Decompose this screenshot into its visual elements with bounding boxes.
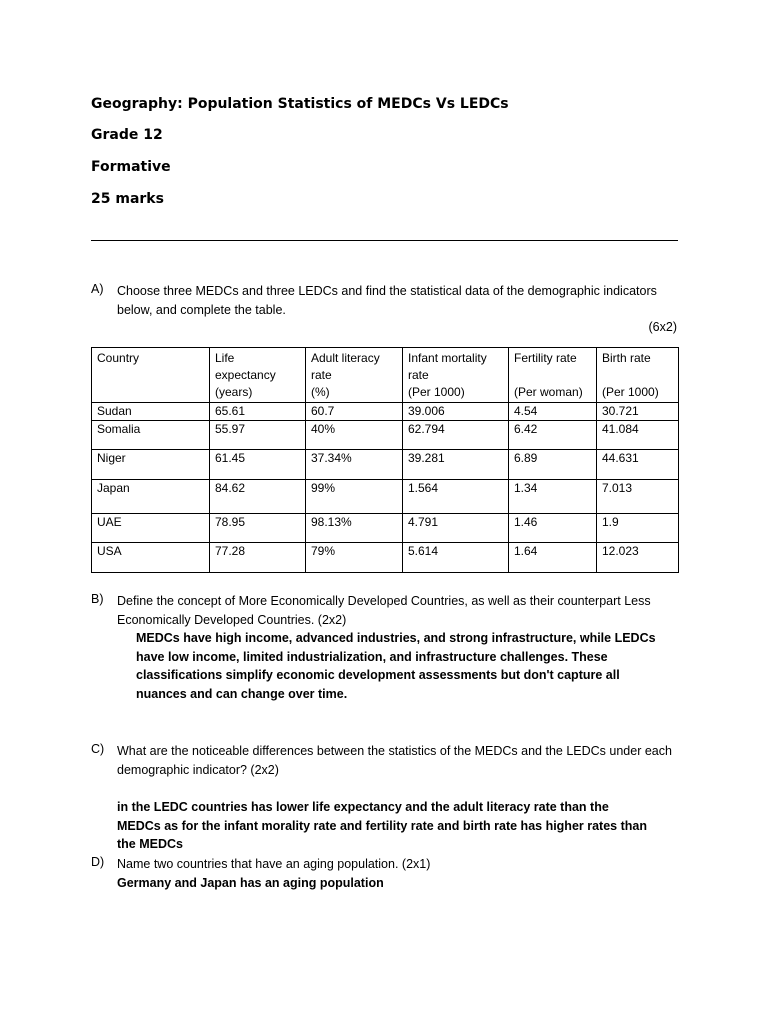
document-title: Geography: Population Statistics of MEDCs Vs LEDCs <box>91 96 509 112</box>
header-life-expectancy: Life expectancy (years) <box>210 348 306 403</box>
question-d-text: Name two countries that have an aging population. (2x1) <box>117 857 431 871</box>
cell-birth-rate: 12.023 <box>597 543 679 573</box>
cell-country: Sudan <box>92 403 210 421</box>
cell-adult-literacy: 99% <box>306 480 403 514</box>
cell-fertility-rate: 6.89 <box>509 450 597 480</box>
cell-infant-mortality: 39.281 <box>403 450 509 480</box>
table-row <box>92 403 679 421</box>
question-a-letter: A) <box>91 282 104 296</box>
cell-fertility-rate: 1.34 <box>509 480 597 514</box>
cell-birth-rate: 1.9 <box>597 514 679 543</box>
cell-fertility-rate: 4.54 <box>509 403 597 421</box>
cell-birth-rate: 44.631 <box>597 450 679 480</box>
question-d-letter: D) <box>91 855 105 869</box>
cell-adult-literacy: 37.34% <box>306 450 403 480</box>
cell-fertility-rate: 1.46 <box>509 514 597 543</box>
question-b-answer: MEDCs have high income, advanced industries, and strong infrastructure, while LEDCs have low income, limited industrialization, and infrastructure challenges. These classifications simplify economic development assessments but don't capture all nuances and can change over time. <box>136 631 656 701</box>
cell-birth-rate: 30.721 <box>597 403 679 421</box>
header-fertility-rate: Fertility rate (Per woman) <box>509 348 597 403</box>
cell-country: Japan <box>92 480 210 514</box>
cell-life-expectancy: 78.95 <box>210 514 306 543</box>
cell-adult-literacy: 79% <box>306 543 403 573</box>
cell-infant-mortality: 39.006 <box>403 403 509 421</box>
cell-life-expectancy: 65.61 <box>210 403 306 421</box>
cell-infant-mortality: 5.614 <box>403 543 509 573</box>
cell-life-expectancy: 84.62 <box>210 480 306 514</box>
question-d-answer: Germany and Japan has an aging population <box>117 876 384 890</box>
table-row <box>92 450 679 480</box>
question-c-text: What are the noticeable differences between the statistics of the MEDCs and the LEDCs under each demographic indicator? (2x2) <box>117 744 672 777</box>
demographic-table <box>91 347 679 573</box>
header-birth-rate: Birth rate (Per 1000) <box>597 348 679 403</box>
cell-fertility-rate: 6.42 <box>509 421 597 450</box>
header-infant-mortality: Infant mortality rate (Per 1000) <box>403 348 509 403</box>
cell-life-expectancy: 55.97 <box>210 421 306 450</box>
question-b-letter: B) <box>91 592 104 606</box>
question-c-answer: in the LEDC countries has lower life expectancy and the adult literacy rate than the MEDCs as for the infant morality rate and fertility rate and birth rate has higher rates than the MEDCs <box>117 800 647 851</box>
question-a-text: Choose three MEDCs and three LEDCs and find the statistical data of the demographic indicators below, and complete the table. <box>117 284 657 317</box>
table-row <box>92 514 679 543</box>
cell-life-expectancy: 77.28 <box>210 543 306 573</box>
cell-birth-rate: 41.084 <box>597 421 679 450</box>
header-adult-literacy: Adult literacy rate (%) <box>306 348 403 403</box>
cell-adult-literacy: 40% <box>306 421 403 450</box>
cell-adult-literacy: 98.13% <box>306 514 403 543</box>
assessment-type: Formative <box>91 159 171 175</box>
cell-infant-mortality: 4.791 <box>403 514 509 543</box>
question-a-marks: (6x2) <box>648 320 677 334</box>
cell-infant-mortality: 62.794 <box>403 421 509 450</box>
cell-birth-rate: 7.013 <box>597 480 679 514</box>
total-marks: 25 marks <box>91 191 164 207</box>
cell-adult-literacy: 60.7 <box>306 403 403 421</box>
question-c-letter: C) <box>91 742 105 756</box>
cell-country: Niger <box>92 450 210 480</box>
cell-country: Somalia <box>92 421 210 450</box>
cell-country: USA <box>92 543 210 573</box>
grade-label: Grade 12 <box>91 127 163 143</box>
table-row <box>92 421 679 450</box>
cell-life-expectancy: 61.45 <box>210 450 306 480</box>
table-header-row <box>92 348 679 403</box>
cell-country: UAE <box>92 514 210 543</box>
question-b-text: Define the concept of More Economically Developed Countries, as well as their counterpart Less Economically Developed Countries. (2x2) <box>117 594 651 627</box>
cell-infant-mortality: 1.564 <box>403 480 509 514</box>
table-row <box>92 543 679 573</box>
divider-line <box>91 240 678 241</box>
header-country: Country <box>92 348 210 403</box>
table-row <box>92 480 679 514</box>
cell-fertility-rate: 1.64 <box>509 543 597 573</box>
